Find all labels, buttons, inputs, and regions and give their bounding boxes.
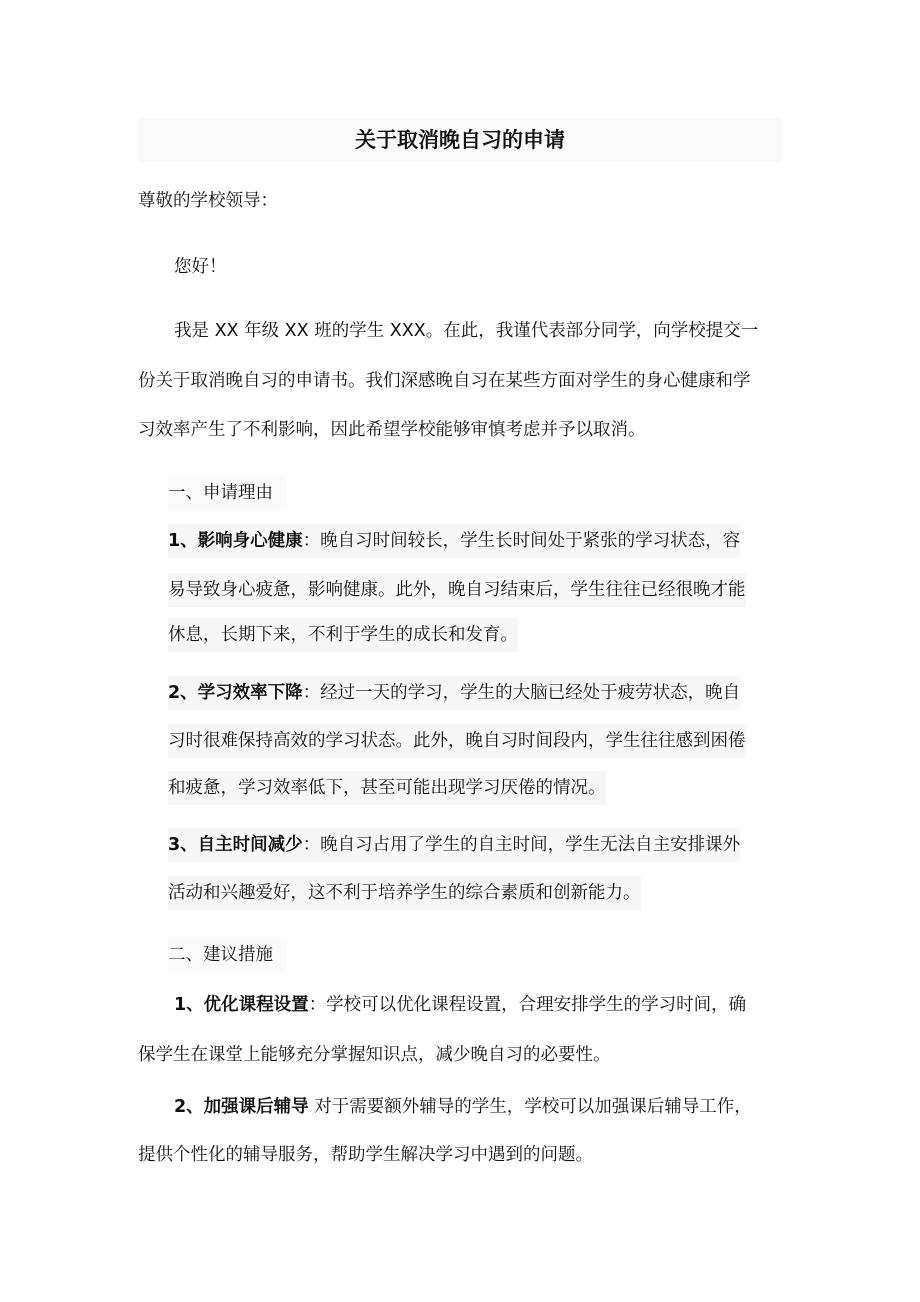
section-heading-reasons: 一、申请理由: [168, 476, 287, 510]
reason-line: 活动和兴趣爱好，这不利于培养学生的综合素质和创新能力。: [168, 876, 641, 910]
greeting: 您好！: [174, 257, 227, 277]
reason-label: 3、自主时间减少: [168, 835, 303, 855]
reason-line: 习时很难保持高效的学习状态。此外，晚自习时间段内，学生往往感到困倦: [168, 724, 746, 758]
suggestion-label: 2、加强课后辅导: [174, 1097, 309, 1117]
reason-item-first-line: [168, 828, 740, 862]
reason-label: 1、影响身心健康: [168, 531, 303, 551]
suggestion-item-first-line: [174, 1090, 752, 1124]
reason-text: ：晚自习时间较长，学生长时间处于紧张的学习状态，容: [302, 531, 741, 551]
suggestion-item-first-line: [174, 988, 746, 1022]
reason-item-first-line: [168, 676, 740, 710]
intro-line: 我是 XX 年级 XX 班的学生 XXX。在此，我谨代表部分同学，向学校提交一: [174, 321, 759, 341]
suggestion-text: 对于需要额外辅导的学生，学校可以加强课后辅导工作，: [308, 1097, 752, 1117]
suggestion-text: ：学校可以优化课程设置，合理安排学生的学习时间，确: [308, 995, 747, 1015]
reason-text: ：晚自习占用了学生的自主时间，学生无法自主安排课外: [302, 835, 741, 855]
intro-line: 习效率产生了不利影响，因此希望学校能够审慎考虑并予以取消。: [138, 420, 646, 440]
section-heading-suggestions: 二、建议措施: [168, 938, 287, 972]
suggestion-line: 提供个性化的辅导服务，帮助学生解决学习中遇到的问题。: [138, 1145, 593, 1165]
suggestion-label: 1、优化课程设置: [174, 995, 309, 1015]
reason-label: 2、学习效率下降: [168, 683, 303, 703]
reason-text: ：经过一天的学习，学生的大脑已经处于疲劳状态，晚自: [302, 683, 741, 703]
reason-line: 休息，长期下来，不利于学生的成长和发育。: [168, 618, 518, 652]
reason-line: 易导致身心疲惫，影响健康。此外，晚自习结束后，学生往往已经很晚才能: [168, 573, 746, 607]
reason-item-first-line: [168, 524, 740, 558]
salutation: 尊敬的学校领导：: [138, 191, 278, 211]
suggestion-line: 保学生在课堂上能够充分掌握知识点，减少晚自习的必要性。: [138, 1045, 611, 1065]
document-title: 关于取消晚自习的申请: [138, 118, 782, 162]
reason-line: 和疲惫，学习效率低下，甚至可能出现学习厌倦的情况。: [168, 771, 606, 805]
intro-line: 份关于取消晚自习的申请书。我们深感晚自习在某些方面对学生的身心健康和学: [138, 371, 751, 391]
